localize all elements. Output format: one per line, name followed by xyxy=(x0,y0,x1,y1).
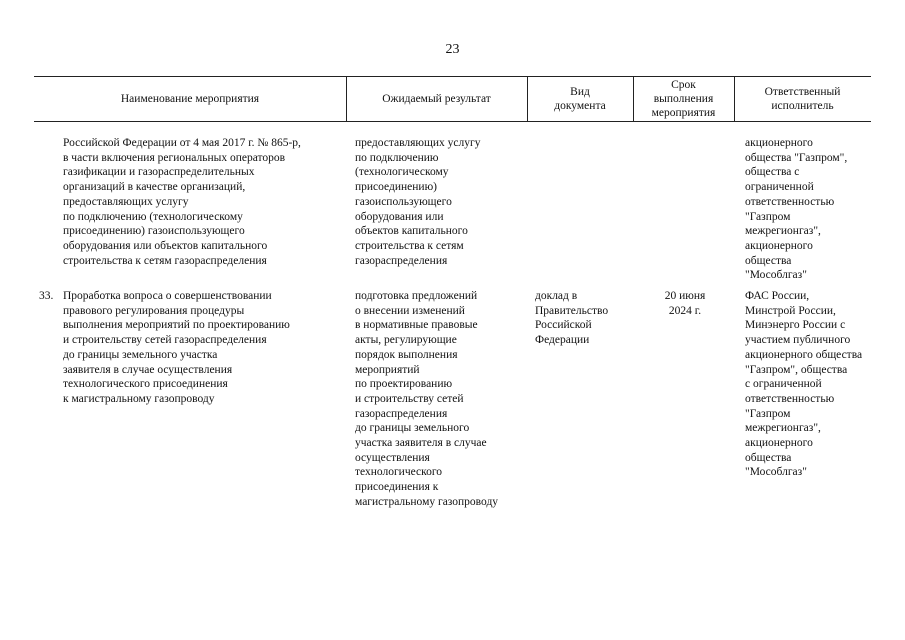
table-header-bottom-rule xyxy=(34,121,871,122)
row-2-responsible: ФАС России, Минстрой России, Минэнерго России с участием публичного акционерного общества "Газпром", общества с ограниченной ответственностью "Газпром межрегионгаз", акционерного общества "Мособлгаз" xyxy=(745,290,863,479)
page-number: 23 xyxy=(445,42,460,57)
row-2-deadline: 20 июня 2024 г. xyxy=(664,290,706,317)
header-document-type: Вид документа xyxy=(554,85,606,112)
row-2-document: доклад в Правительство Российской Федерации xyxy=(535,290,609,347)
row-2-name: Проработка вопроса о совершенствовании правового регулирования процедуры выполнения мероприятий по проектированию и строительству сетей газораспределения до границы земельного участка заявителя в случае осуществления технологического присоединения к магистральному газопроводу xyxy=(63,290,290,405)
row-2-result: подготовка предложений о внесении изменений в нормативные правовые акты, регулирующие порядок выполнения мероприятий по проектированию и строительству сетей газораспределения до границы земельного участка заявителя в случае осуществления технологического присоединения к магистральному газопроводу xyxy=(355,290,499,508)
row-1-responsible: акционерного общества "Газпром", общества с ограниченной ответственностью "Газпром межрегионгаз", акционерного общества "Мособлгаз" xyxy=(745,137,848,282)
row-1-result: предоставляющих услугу по подключению (технологическому присоединению) газоиспользующего оборудования или объектов капитального строительства к сетям газораспределения xyxy=(355,137,481,267)
header-responsible: Ответственный исполнитель xyxy=(764,85,841,112)
header-event-name: Наименование мероприятия xyxy=(120,92,260,105)
row-1-name: Российской Федерации от 4 мая 2017 г. № 865-р, в части включения региональных операторов газификации и газораспределительных организаций в качестве организаций, предоставляющих услугу по подключению (технологическому присоединению) газоиспользующего оборудования или объектов капитального строительства к сетям газораспределения xyxy=(63,137,301,267)
header-deadline: Срок выполнения мероприятия xyxy=(651,78,716,119)
header-expected-result: Ожидаемый результат xyxy=(382,92,491,105)
row-2-number: 33. xyxy=(39,290,54,302)
